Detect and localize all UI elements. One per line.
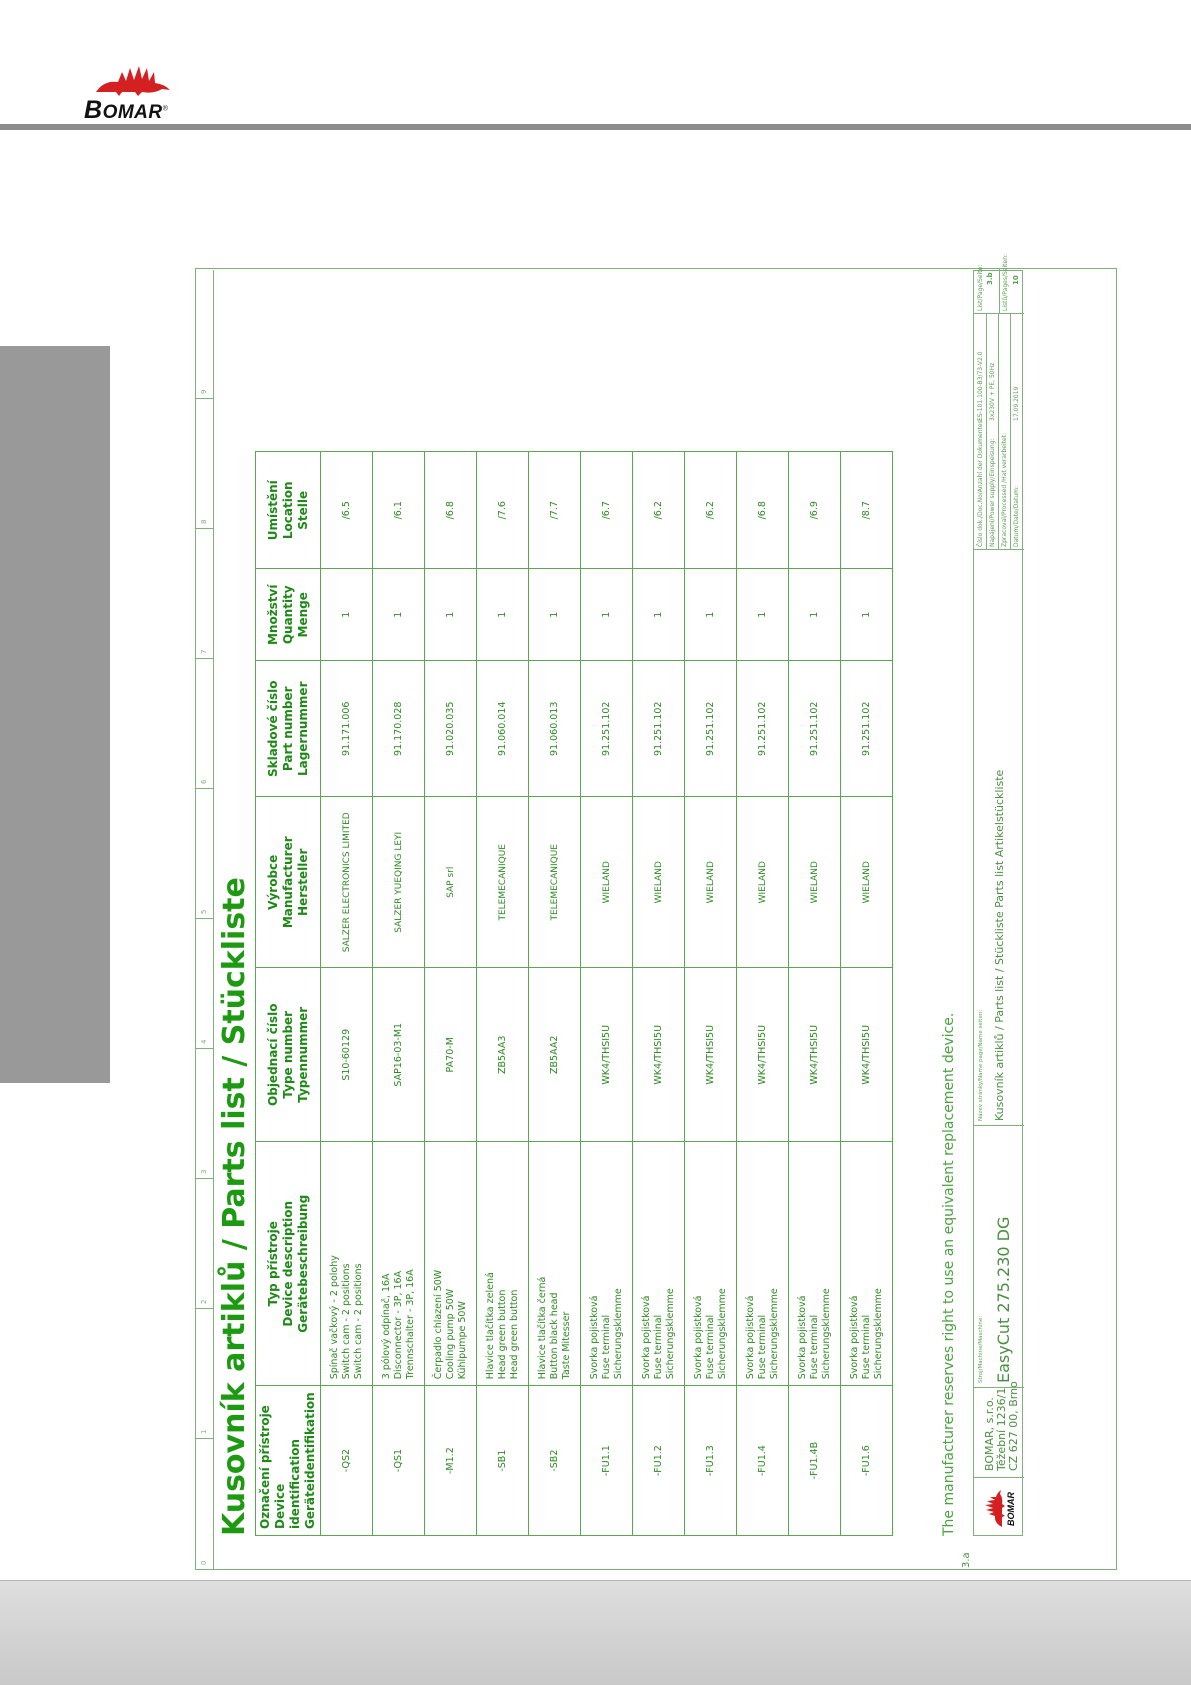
logo-wordmark: BOMAR®	[84, 96, 169, 124]
description-line: Head green button	[508, 1289, 520, 1380]
table-row	[477, 452, 529, 1536]
cell-type-number: PA70-M	[425, 968, 477, 1142]
parts-table-body	[321, 452, 893, 1536]
column-header: Umístění Location Stelle	[256, 452, 321, 569]
description-line: Fuse terminal	[652, 1314, 664, 1380]
description-line: Svorka pojistková	[848, 1295, 860, 1380]
title-block-document-info	[974, 313, 1024, 549]
cell-part-number: 91.171.006	[321, 661, 373, 797]
cell-manufacturer: WIELAND	[581, 797, 633, 968]
header-rule	[0, 124, 1191, 130]
cell-part-number: 91.251.102	[737, 661, 789, 797]
description-line: Sicherungsklemme	[872, 1288, 884, 1380]
cell-type-number: S10-60129	[321, 968, 373, 1142]
cell-description	[425, 1142, 477, 1386]
table-row	[685, 452, 737, 1536]
cell-part-number: 91.251.102	[581, 661, 633, 797]
cell-location: /6.8	[425, 452, 477, 569]
cell-quantity: 1	[685, 569, 737, 661]
cell-quantity: 1	[789, 569, 841, 661]
cell-device-id: -QS2	[321, 1386, 373, 1536]
description-line: Taste Mitesser	[560, 1311, 572, 1380]
table-row	[373, 452, 425, 1536]
description-line: Cooling pump 50W	[444, 1288, 456, 1380]
doc-number-value: ES-101.100-B3/73-V2.0	[977, 351, 984, 421]
pages-label: Listů/Pages/Seiten:	[1002, 253, 1009, 311]
page-label: List/Page/Seite:	[977, 264, 984, 311]
description-line: 3 pólový odpínač, 16A	[380, 1273, 392, 1380]
side-tab	[0, 346, 110, 1083]
cell-manufacturer: WIELAND	[789, 797, 841, 968]
description-line: Kühlpumpe 50W	[456, 1301, 468, 1380]
description-line: Svorka pojistková	[640, 1295, 652, 1380]
processed-by-label: Zpracoval/Processed /Hat verarbeitet:	[1001, 432, 1008, 547]
description-line: Disconnector - 3P, 16A	[392, 1270, 404, 1380]
cell-part-number: 91.251.102	[841, 661, 893, 797]
cell-type-number: ZB5AA2	[529, 968, 581, 1142]
stegosaurus-logo-icon	[980, 1489, 1018, 1529]
description-line: Sicherungsklemme	[612, 1288, 624, 1380]
title-block-logo-cell	[974, 1477, 1024, 1535]
cell-description	[633, 1142, 685, 1386]
cell-type-number: WK4/THSI5U	[581, 968, 633, 1142]
cell-device-id: -QS1	[373, 1386, 425, 1536]
date-label: Datum/Date/Datum:	[1013, 486, 1020, 547]
cell-quantity: 1	[737, 569, 789, 661]
column-header: Skladové číslo Part number Lagernummer	[256, 661, 321, 797]
cell-type-number: WK4/THSI5U	[633, 968, 685, 1142]
cell-quantity: 1	[477, 569, 529, 661]
cell-manufacturer: SALZER YUEQING LEYI	[373, 797, 425, 968]
bomar-logo	[84, 62, 184, 122]
cell-description	[841, 1142, 893, 1386]
cell-quantity: 1	[529, 569, 581, 661]
cell-device-id: -FU1.4	[737, 1386, 789, 1536]
description-line: Spínač vačkový - 2 polohy	[328, 1255, 340, 1380]
cell-type-number: WK4/THSI5U	[841, 968, 893, 1142]
description-line: Sicherungsklemme	[664, 1288, 676, 1380]
cell-quantity: 1	[841, 569, 893, 661]
cell-device-id: -SB1	[477, 1386, 529, 1536]
cell-manufacturer: WIELAND	[633, 797, 685, 968]
replacement-note: The manufacturer reserves right to use an equivalent replacement device.	[941, 1012, 957, 1536]
zone-number: 4	[195, 919, 213, 1049]
column-header: Objednací číslo Type number Typennummer	[256, 968, 321, 1142]
svg-text:BOMAR: BOMAR	[1006, 1492, 1016, 1526]
cell-type-number: SAP16-03-M1	[373, 968, 425, 1142]
description-line: Sicherungsklemme	[820, 1288, 832, 1380]
title-block-machine: Stroj/Machine/Maschine: EasyCut 275.230 DG	[974, 1125, 1024, 1387]
cell-part-number: 91.170.028	[373, 661, 425, 797]
zone-number: 2	[195, 1179, 213, 1309]
drawing-sheet	[195, 253, 1117, 1570]
cell-location: /6.2	[685, 452, 737, 569]
cell-quantity: 1	[373, 569, 425, 661]
power-supply-label: Napájení/Power supply/Einspeisung:	[989, 438, 996, 547]
description-line: Svorka pojistková	[744, 1295, 756, 1380]
column-header: Množství Quantity Menge	[256, 569, 321, 661]
title-block	[973, 253, 1023, 1536]
pages-value: 10	[1012, 275, 1020, 285]
title-block-company: BOMAR, s.r.o. Těžební 1236/1 CZ 627 00, Brno	[974, 1387, 1024, 1477]
cell-quantity: 1	[581, 569, 633, 661]
cell-description	[321, 1142, 373, 1386]
zone-number: 1	[195, 1309, 213, 1439]
sheet-label: 3.a	[961, 1552, 972, 1568]
cell-description	[737, 1142, 789, 1386]
table-row	[581, 452, 633, 1536]
description-line: Fuse terminal	[600, 1314, 612, 1380]
cell-part-number: 91.251.102	[789, 661, 841, 797]
cell-location: /8.7	[841, 452, 893, 569]
cell-manufacturer: SALZER ELECTRONICS LIMITED	[321, 797, 373, 968]
title-block-page-info	[974, 253, 1024, 313]
cell-device-id: -M1.2	[425, 1386, 477, 1536]
footer-band	[0, 1580, 1191, 1685]
description-line: Switch cam - 2 positions	[352, 1263, 364, 1380]
table-row	[841, 452, 893, 1536]
cell-device-id: -FU1.2	[633, 1386, 685, 1536]
table-row	[425, 452, 477, 1536]
cell-location: /7.6	[477, 452, 529, 569]
column-header: Označení přístroje Device identification Geräteidentifikation	[256, 1386, 321, 1536]
cell-device-id: -FU1.3	[685, 1386, 737, 1536]
description-line: Hlavice tlačítka černá	[536, 1276, 548, 1380]
cell-quantity: 1	[633, 569, 685, 661]
zone-number: 5	[195, 789, 213, 919]
title-block-page-name: Název stránky/Name page/Name seiten: Kusovník artiklů / Parts list / Stückliste Parts list Artikelstückliste	[974, 549, 1024, 1125]
date-value: 17.09.2019	[1013, 386, 1020, 421]
table-row	[789, 452, 841, 1536]
cell-part-number: 91.020.035	[425, 661, 477, 797]
description-line: Sicherungsklemme	[768, 1288, 780, 1380]
cell-manufacturer: WIELAND	[685, 797, 737, 968]
zone-ruler	[195, 268, 213, 1570]
description-line: Head green button	[496, 1289, 508, 1380]
table-header-row	[256, 452, 321, 1536]
parts-table	[255, 451, 893, 1536]
table-row	[529, 452, 581, 1536]
zone-number: 0	[195, 1439, 213, 1570]
zone-number: 7	[195, 529, 213, 659]
description-line: Čerpadlo chlazení 50W	[432, 1269, 444, 1380]
cell-location: /6.2	[633, 452, 685, 569]
cell-description	[477, 1142, 529, 1386]
cell-device-id: -FU1.6	[841, 1386, 893, 1536]
table-row	[633, 452, 685, 1536]
cell-type-number: ZB5AA3	[477, 968, 529, 1142]
doc-number-label: Číslo dok./Doc.No/Anzahl der Dokumentes:	[977, 418, 984, 547]
cell-description	[789, 1142, 841, 1386]
table-row	[737, 452, 789, 1536]
cell-description	[529, 1142, 581, 1386]
cell-device-id: -SB2	[529, 1386, 581, 1536]
cell-quantity: 1	[425, 569, 477, 661]
cell-location: /6.9	[789, 452, 841, 569]
cell-location: /6.5	[321, 452, 373, 569]
cell-manufacturer: TELEMECANIQUE	[477, 797, 529, 968]
table-row	[321, 452, 373, 1536]
cell-type-number: WK4/THSI5U	[789, 968, 841, 1142]
description-line: Fuse terminal	[704, 1314, 716, 1380]
zone-number: 8	[195, 399, 213, 529]
cell-part-number: 91.060.013	[529, 661, 581, 797]
cell-type-number: WK4/THSI5U	[737, 968, 789, 1142]
cell-location: /6.8	[737, 452, 789, 569]
cell-description	[373, 1142, 425, 1386]
cell-part-number: 91.251.102	[633, 661, 685, 797]
zone-number: 3	[195, 1049, 213, 1179]
description-line: Svorka pojistková	[796, 1295, 808, 1380]
cell-description	[685, 1142, 737, 1386]
drawing-sheet-frame	[195, 253, 1117, 1570]
stegosaurus-logo-icon	[92, 62, 172, 98]
cell-manufacturer: SAP srl	[425, 797, 477, 968]
cell-manufacturer: TELEMECANIQUE	[529, 797, 581, 968]
description-line: Switch cam - 2 positions	[340, 1263, 352, 1380]
zone-number: 9	[195, 268, 213, 399]
cell-part-number: 91.060.014	[477, 661, 529, 797]
cell-manufacturer: WIELAND	[737, 797, 789, 968]
cell-location: /7.7	[529, 452, 581, 569]
cell-device-id: -FU1.1	[581, 1386, 633, 1536]
cell-device-id: -FU1.4B	[789, 1386, 841, 1536]
description-line: Svorka pojistková	[692, 1295, 704, 1380]
cell-type-number: WK4/THSI5U	[685, 968, 737, 1142]
description-line: Trennschalter - 3P, 16A	[404, 1269, 416, 1380]
description-line: Hlavice tlačítka zelená	[484, 1272, 496, 1380]
cell-description	[581, 1142, 633, 1386]
description-line: Fuse terminal	[860, 1314, 872, 1380]
power-supply-value: 3x230V + PE, 50Hz	[989, 362, 996, 421]
cell-location: /6.7	[581, 452, 633, 569]
description-line: Svorka pojistková	[588, 1295, 600, 1380]
column-header: Výrobce Manufacturer Hersteller	[256, 797, 321, 968]
page-value: 3.b	[986, 272, 994, 285]
parts-list-title: Kusovník artiklů / Parts list / Stückliste	[217, 877, 252, 1536]
zone-number: 6	[195, 659, 213, 789]
column-header: Typ přístroje Device description Gerätebeschreibung	[256, 1142, 321, 1386]
cell-quantity: 1	[321, 569, 373, 661]
description-line: Fuse terminal	[756, 1314, 768, 1380]
description-line: Fuse terminal	[808, 1314, 820, 1380]
cell-location: /6.1	[373, 452, 425, 569]
cell-part-number: 91.251.102	[685, 661, 737, 797]
description-line: Button black head	[548, 1292, 560, 1380]
cell-manufacturer: WIELAND	[841, 797, 893, 968]
description-line: Sicherungsklemme	[716, 1288, 728, 1380]
